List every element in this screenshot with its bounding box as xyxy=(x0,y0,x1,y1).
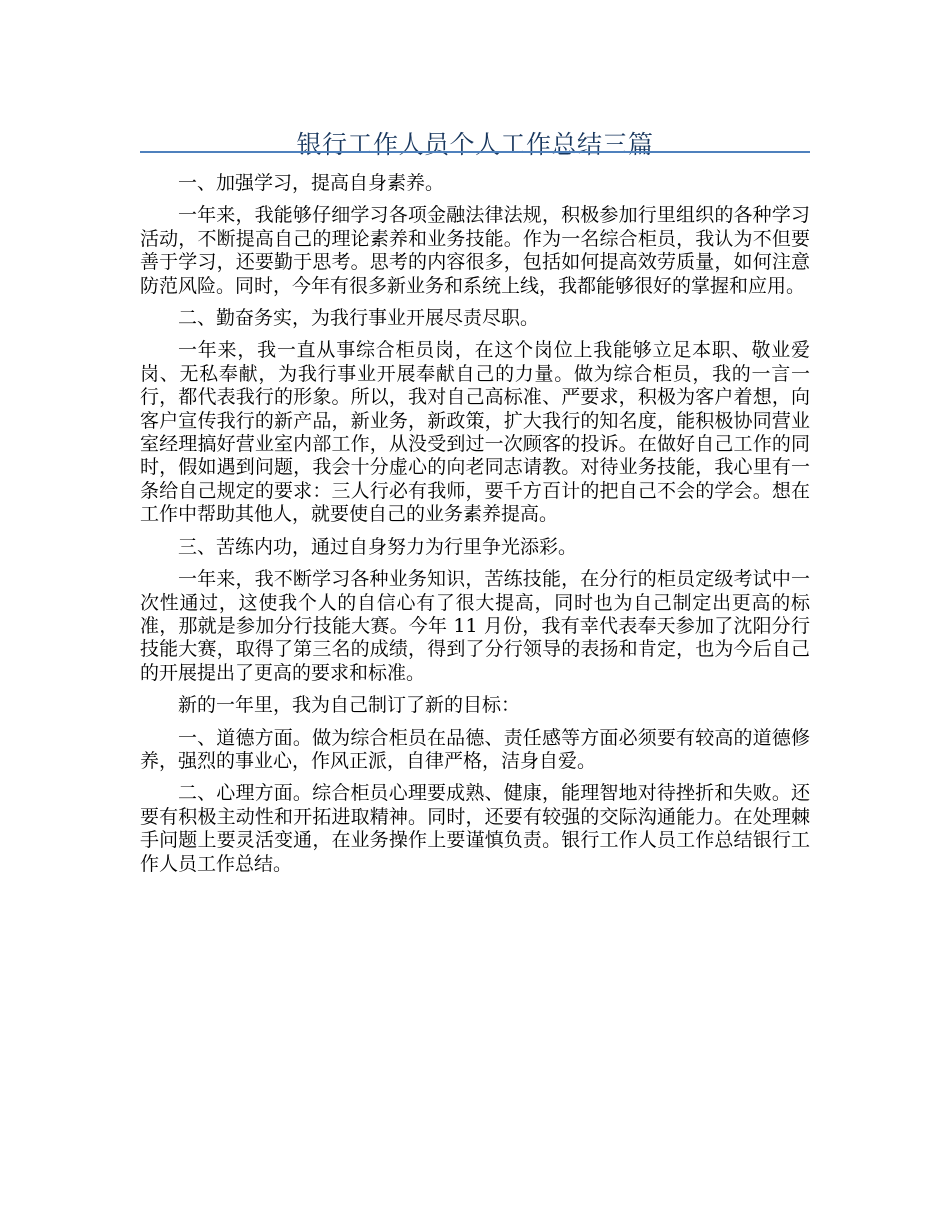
goal-item-1: 一、道德方面。做为综合柜员在品德、责任感等方面必须要有较高的道德修养，强烈的事业心，作风正派，自律严格，洁身自爱。 xyxy=(140,726,810,772)
section-heading-3: 三、苦练内功，通过自身努力为行里争光添彩。 xyxy=(178,535,578,558)
page-title: 银行工作人员个人工作总结三篇 xyxy=(296,129,654,159)
paragraph: 一年来，我一直从事综合柜员岗，在这个岗位上我能够立足本职、敬业爱岗、无私奉献，为我行事业开展奉献自己的力量。做为综合柜员，我的一言一行，都代表我行的形象。所以，我对自己高标准、严要求，积极为客户着想，向客户宣传我行的新产品，新业务，新政策，扩大我行的知名度，能积极协同营业室经理搞好营业室内部工作，从没受到过一次顾客的投诉。在做好自己工作的同时，假如遇到问题，我会十分虚心的向老同志请教。对待业务技能，我心里有一条给自己规定的要求：三人行必有我师，要千方百计的把自己不会的学会。想在工作中帮助其他人，就要使自己的业务素养提高。 xyxy=(140,339,810,526)
section-heading-2: 二、勤奋务实，为我行事业开展尽责尽职。 xyxy=(178,307,540,330)
section-heading-1: 一、加强学习，提高自身素养。 xyxy=(178,172,445,194)
goals-intro: 新的一年里，我为自己制订了新的目标： xyxy=(178,694,521,717)
title-underline xyxy=(140,151,810,153)
paragraph: 一年来，我不断学习各种业务知识，苦练技能，在分行的柜员定级考试中一次性通过，这使我个人的自信心有了很大提高，同时也为自己制定出更高的标准，那就是参加分行技能大赛。今年 11 月份，我有幸代表奉天参加了沈阳分行技能大赛，取得了第三名的成绩，得到了分行领导的表扬和肯定，也为今后自己的开展提出了更高的要求和标准。 xyxy=(140,568,810,684)
goal-item-2: 二、心理方面。综合柜员心理要成熟、健康，能理智地对待挫折和失败。还要有积极主动性和开拓进取精神。同时，还要有较强的交际沟通能力。在处理棘手问题上要灵活变通，在业务操作上要谨慎负责。银行工作人员工作总结银行工作人员工作总结。 xyxy=(140,782,810,875)
document-body xyxy=(140,172,810,885)
paragraph: 一年来，我能够仔细学习各项金融法律法规，积极参加行里组织的各种学习活动，不断提高自己的理论素养和业务技能。作为一名综合柜员，我认为不但要善于学习，还要勤于思考。思考的内容很多，包括如何提高效劳质量，如何注意防范风险。同时，今年有很多新业务和系统上线，我都能够很好的掌握和应用。 xyxy=(140,204,810,297)
